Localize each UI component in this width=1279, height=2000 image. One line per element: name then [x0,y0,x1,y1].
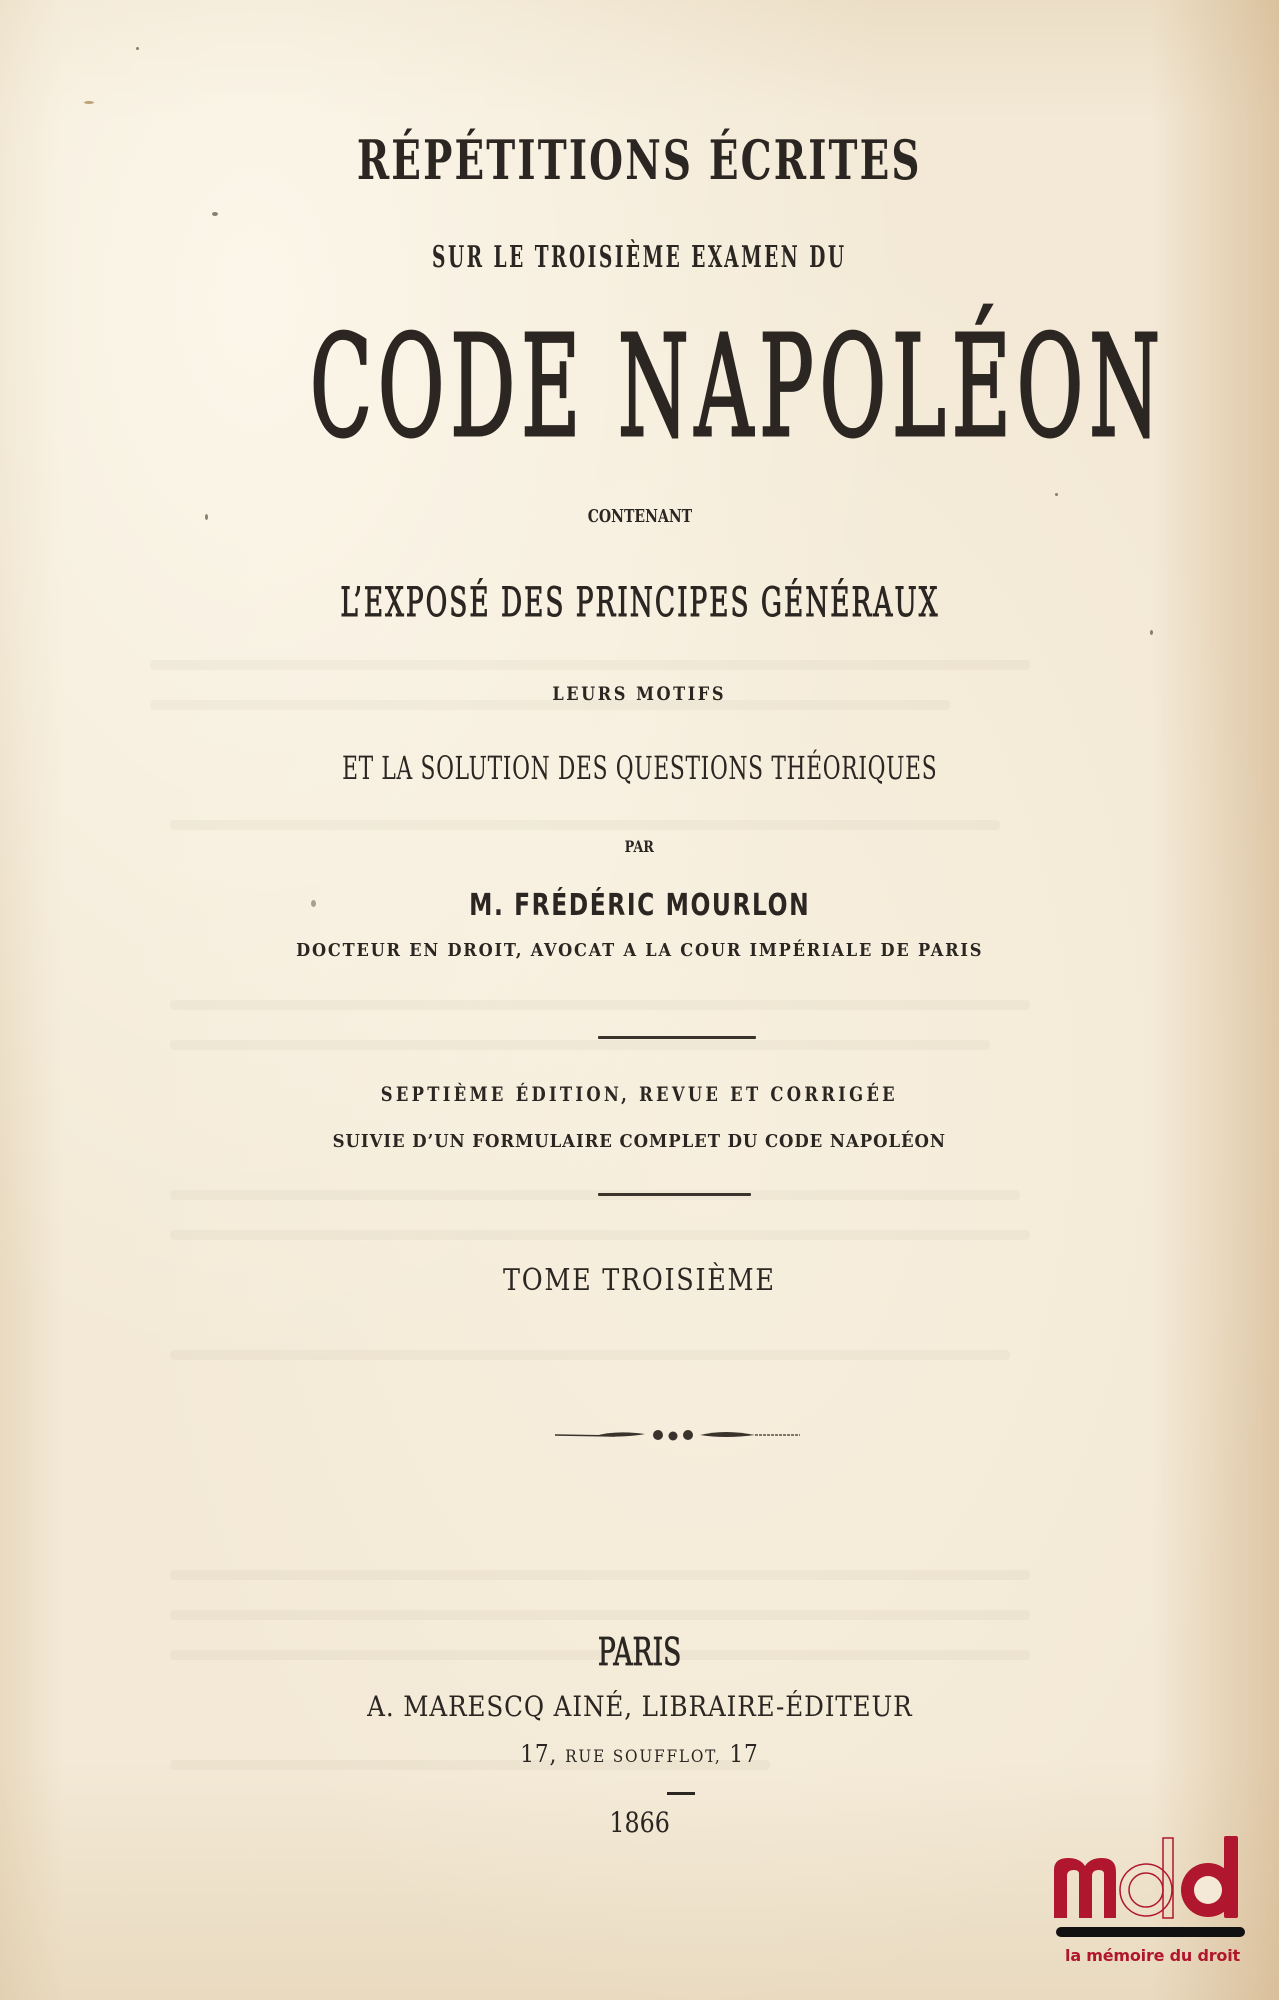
expose-principes-line: L’EXPOSÉ DES PRINCIPES GÉNÉRAUX [339,580,940,626]
logo-bar [1056,1927,1245,1937]
bleed-through-texture [170,1610,1030,1620]
supplement-line: SUIVIE D’UN FORMULAIRE COMPLET DU CODE NAPOLÉON [332,1131,947,1152]
divider-rule [598,1036,756,1039]
bleed-through-texture [170,1190,1020,1200]
bleed-through-texture [170,1350,1010,1360]
bleed-through-texture [170,1570,1030,1580]
imprint-city: PARIS [597,1630,682,1674]
contenant-label: CONTENANT [587,506,692,527]
bleed-through-texture [170,820,1000,830]
main-title-code-napoleon: CODE NAPOLÉON [309,306,1166,469]
paper-speck [136,47,139,50]
author-credentials: DOCTEUR EN DROIT, AVOCAT A LA COUR IMPÉRIALE DE PARIS [295,940,984,961]
solution-questions-line: ET LA SOLUTION DES QUESTIONS THÉORIQUES [341,749,938,787]
paper-speck [84,101,94,104]
divider-rule [598,1193,751,1196]
paper-speck [212,212,218,216]
paper-speck [1055,493,1058,496]
imprint-publisher: A. MARESCQ AINÉ, LIBRAIRE-ÉDITEUR [366,1690,913,1723]
subtitle-troisieme-examen: SUR LE TROISIÈME EXAMEN DU [432,240,847,275]
bleed-through-texture [170,1230,1030,1240]
logo-tagline: la mémoire du droit [1065,1946,1240,1965]
leurs-motifs-line: LEURS MOTIFS [552,683,727,705]
short-rule [667,1792,695,1795]
paper-speck [1150,630,1153,635]
imprint-year: 1866 [609,1806,670,1839]
bleed-through-texture [170,1000,1030,1010]
volume-label: TOME TROISIÈME [503,1263,776,1298]
title-repetitions-ecrites: RÉPÉTITIONS ÉCRITES [357,128,922,192]
author-name: M. FRÉDÉRIC MOURLON [468,888,811,923]
bleed-through-texture [170,1040,990,1050]
mdd-logo [1050,1830,1260,1990]
mdd-letters-icon [1050,1830,1250,1930]
imprint-address: 17, RUE SOUFFLOT, 17 [520,1740,759,1768]
par-label: PAR [624,837,655,856]
ornament-divider-icon [555,1428,800,1442]
edition-line: SEPTIÈME ÉDITION, REVUE ET CORRIGÉE [380,1082,899,1106]
bleed-through-texture [150,660,1030,670]
